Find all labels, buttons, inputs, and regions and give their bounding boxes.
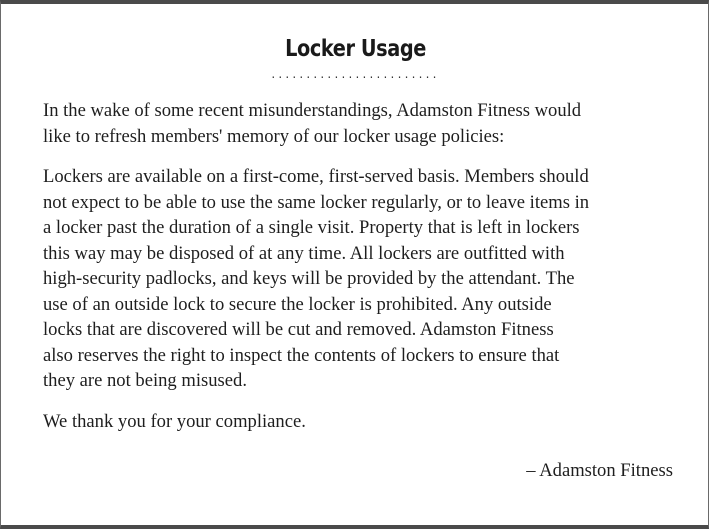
policy-line: also reserves the right to inspect the contents of lockers to ensure that (43, 344, 560, 366)
policy-line: use of an outside lock to secure the locker is prohibited. Any outside (43, 293, 552, 315)
policy-line: they are not being misused. (43, 370, 247, 391)
signature: – Adamston Fitness (526, 460, 673, 481)
policy-line: not expect to be able to use the same locker regularly, or to leave items in (43, 191, 590, 213)
policy-line: Lockers are available on a first-come, first-served basis. Members should (43, 166, 589, 187)
policy-line: high-security padlocks, and keys will be provided by the attendant. The (43, 268, 575, 289)
policy-paragraph (43, 164, 683, 394)
dotted-divider: ........................ (271, 67, 440, 81)
intro-line: In the wake of some recent misunderstandings, Adamston Fitness would (43, 100, 582, 121)
intro-line: like to refresh members' memory of our locker usage policies: (43, 125, 505, 147)
closing-paragraph: We thank you for your compliance. (43, 410, 306, 432)
notice-body (43, 98, 683, 449)
notice-title: Locker Usage (285, 36, 426, 62)
policy-line: a locker past the duration of a single visit. Property that is left in lockers (43, 217, 580, 238)
policy-line: this way may be disposed of at any time. All lockers are outfitted with (43, 242, 565, 264)
intro-paragraph (43, 98, 683, 149)
policy-line: locks that are discovered will be cut and removed. Adamston Fitness (43, 319, 554, 340)
